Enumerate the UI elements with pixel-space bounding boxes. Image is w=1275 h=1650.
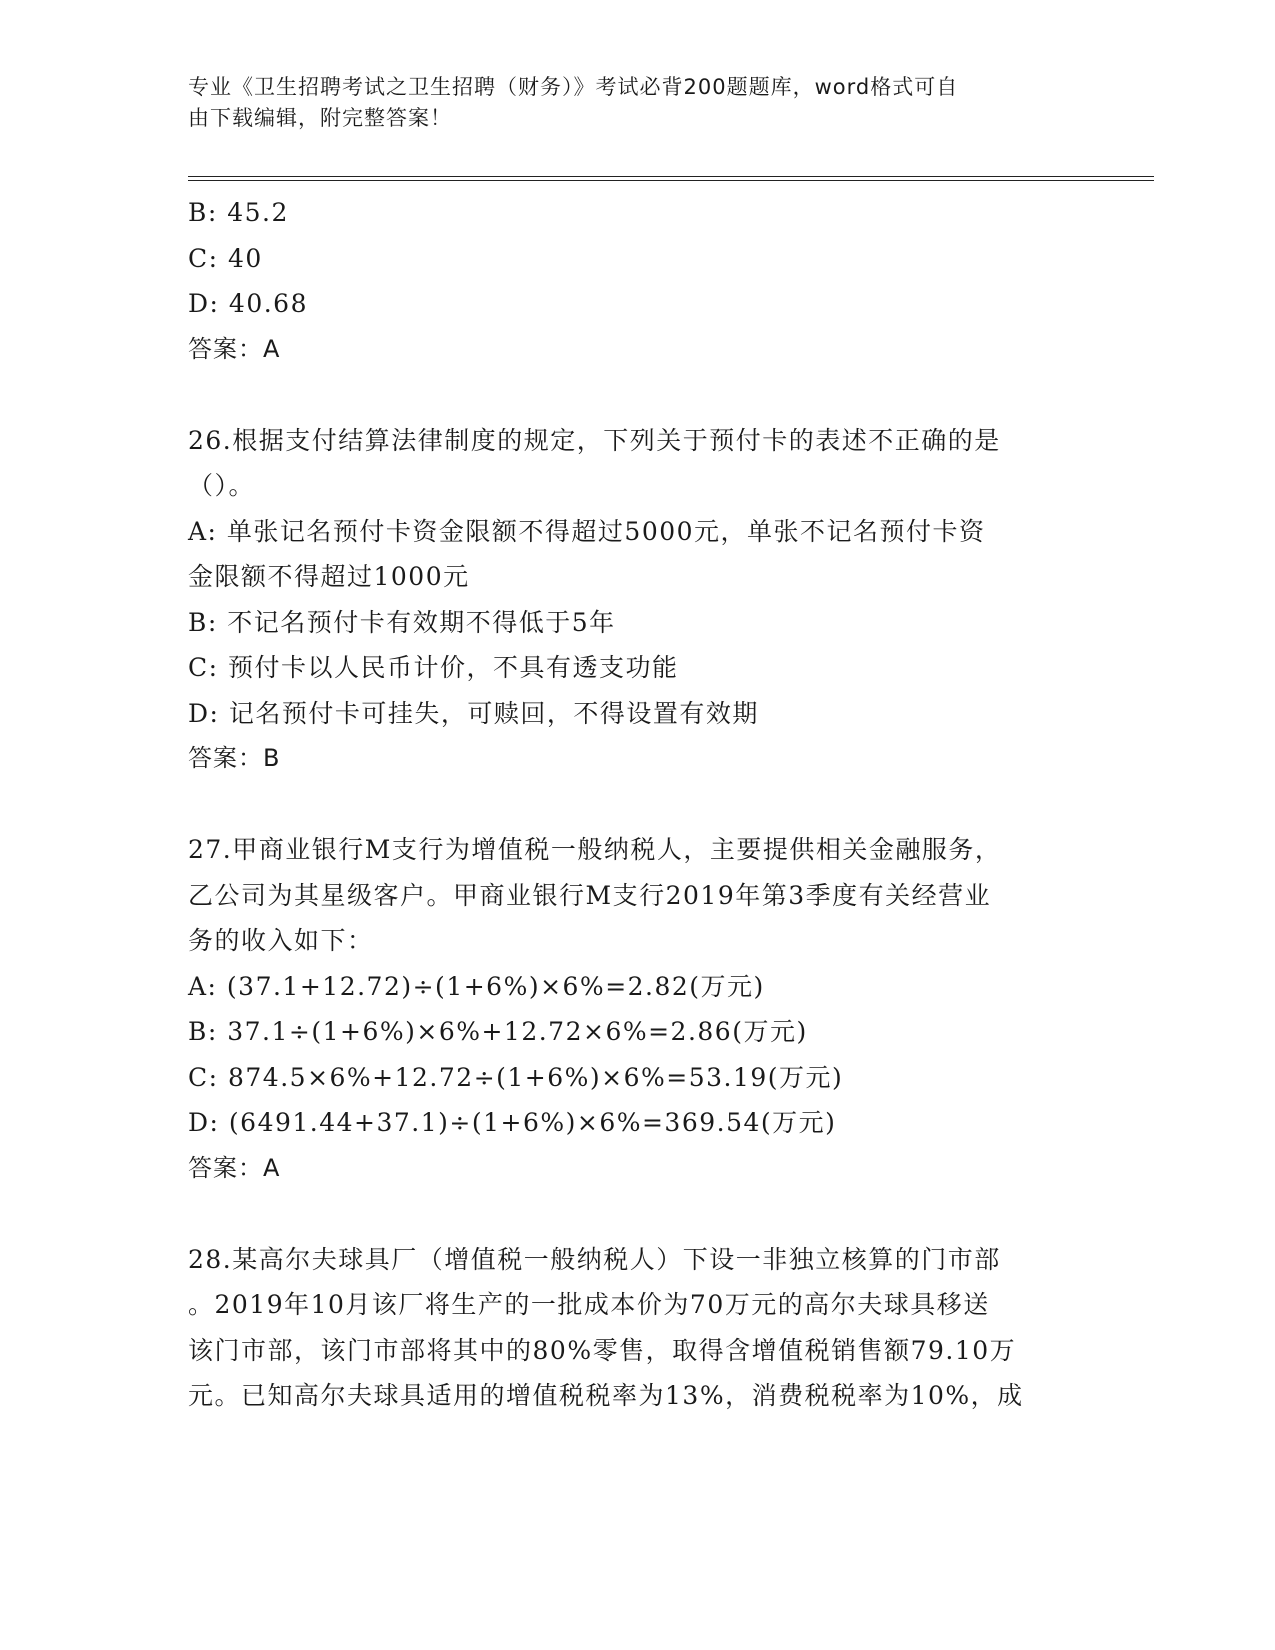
q26-stem-line-2: （）。 [188,471,256,500]
spacer [188,782,1088,828]
header-line-1: 专业《卫生招聘考试之卫生招聘（财务）》考试必背200题题库，word格式可自 [188,75,959,99]
question-26-block [188,418,1088,782]
question-25-block [188,190,1088,372]
q28-stem-line-3: 该门市部，该门市部将其中的80%零售，取得含增值税销售额79.10万 [188,1335,1017,1365]
q26-option-b: B: 不记名预付卡有效期不得低于5年 [188,607,616,637]
q27-option-a: A: (37.1+12.72)÷(1+6%)×6%=2.82(万元) [188,971,765,1001]
q27-stem-line-2: 乙公司为其星级客户。甲商业银行M支行2019年第3季度有关经营业 [188,880,992,910]
q26-option-a-line-2: 金限额不得超过1000元 [188,562,470,591]
q28-stem-line-4: 元。已知高尔夫球具适用的增值税税率为13%，消费税税率为10%，成 [188,1381,1024,1410]
q26-stem-line-1: 26.根据支付结算法律制度的规定，下列关于预付卡的表述不正确的是 [188,425,1001,455]
q27-option-c: C: 874.5×6%+12.72÷(1+6%)×6%=53.19(万元) [188,1062,844,1092]
q25-option-b: B: 45.2 [188,198,289,227]
q28-stem-line-1: 28.某高尔夫球具厂（增值税一般纳税人）下设一非独立核算的门市部 [188,1244,1001,1274]
q25-option-d: D: 40.68 [188,289,308,318]
q27-option-d: D: (6491.44+37.1)÷(1+6%)×6%=369.54(万元) [188,1108,837,1137]
q25-answer: 答案：A [188,334,281,363]
q28-stem-line-2: 。2019年10月该厂将生产的一批成本价为70万元的高尔夫球具移送 [188,1290,990,1319]
question-28-block [188,1237,1088,1419]
header-line-2: 由下载编辑，附完整答案！ [188,106,452,130]
q26-option-d: D: 记名预付卡可挂失，可赎回，不得设置有效期 [188,698,759,728]
q27-option-b: B: 37.1÷(1+6%)×6%+12.72×6%=2.86(万元) [188,1017,808,1046]
spacer [188,372,1088,418]
q25-option-c: C: 40 [188,243,263,273]
q26-answer: 答案：B [188,744,281,772]
q27-answer: 答案：A [188,1153,281,1182]
q26-option-a-line-1: A: 单张记名预付卡资金限额不得超过5000元，单张不记名预付卡资 [188,516,986,546]
q27-stem-line-1: 27.甲商业银行M支行为增值税一般纳税人，主要提供相关金融服务， [188,835,1002,864]
q27-stem-line-3: 务的收入如下： [188,926,374,955]
q26-option-c: C: 预付卡以人民币计价，不具有透支功能 [188,653,679,682]
question-27-block [188,827,1088,1191]
header-divider [188,176,1154,181]
page-header [188,72,1068,134]
question-content [188,190,1088,1419]
spacer [188,1191,1088,1237]
